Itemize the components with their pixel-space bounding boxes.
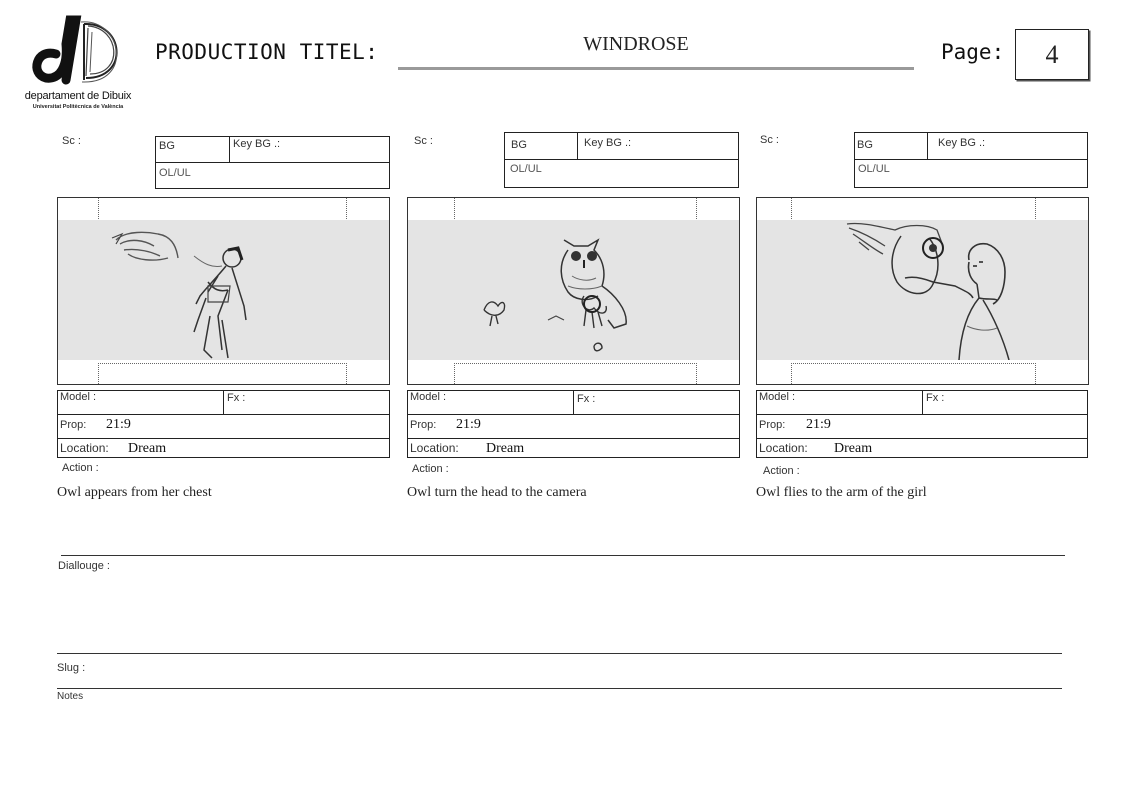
location-label: Location: [60,441,109,455]
shot-info-box [756,390,1088,458]
page-number-box[interactable]: 4 [1015,29,1089,80]
action-text[interactable]: Owl appears from her chest [57,485,212,500]
ol-ul-label[interactable]: OL/UL [510,163,542,175]
key-bg-cell[interactable] [928,133,1087,160]
key-bg-label: Key BG .: [233,138,281,150]
bg-info-box [504,132,739,188]
location-label: Location: [759,441,808,455]
safe-area-top [791,198,1036,221]
model-label: Model : [410,391,447,403]
location-value: Dream [128,441,167,456]
action-label: Action : [62,462,99,474]
key-bg-label: Key BG .: [938,137,986,149]
panel-frame [407,197,740,385]
safe-area-bottom [791,363,1036,384]
model-cell[interactable] [757,391,923,415]
title-underline [398,67,914,70]
location-cell[interactable] [757,439,1087,457]
prop-cell[interactable] [757,415,1087,439]
action-text[interactable]: Owl turn the head to the camera [407,485,587,500]
location-cell[interactable] [408,439,739,457]
fx-label: Fx : [926,392,945,404]
bg-cell[interactable] [156,137,230,163]
bg-label: BG [159,140,175,152]
fx-label: Fx : [227,392,246,404]
fx-label: Fx : [577,393,596,405]
panel-frame [57,197,390,385]
prop-value: 21:9 [456,417,481,432]
panel-frame [756,197,1089,385]
model-label: Model : [60,391,97,403]
safe-area-top [98,198,347,221]
prop-label: Prop: [410,419,437,431]
logo-name: departament de Dibuix [24,90,132,102]
prop-label: Prop: [60,419,87,431]
shot-info-box [407,390,740,458]
sketch-drawing [58,220,389,360]
sc-label: Sc : [62,135,81,147]
bg-label: BG [857,139,873,151]
location-cell[interactable] [58,439,389,457]
prop-cell[interactable] [408,415,739,439]
notes-label: Notes [57,691,84,702]
owl-on-arm-sketch-icon [757,220,1087,360]
ol-ul-label[interactable]: OL/UL [159,167,191,179]
logo-subtitle: Universitat Politècnica de València [32,104,124,110]
safe-area-bottom [454,363,697,384]
sc-label: Sc : [760,134,779,146]
owl-sketch-icon [408,220,738,360]
action-text[interactable]: Owl flies to the arm of the girl [756,485,927,500]
fx-cell[interactable] [574,391,739,415]
sketch-drawing [757,220,1088,360]
notes-divider [57,688,1062,689]
dialogue-label: Diallouge : [58,560,110,572]
slug-divider [57,653,1062,654]
notes-field[interactable] [57,706,1062,776]
dialogue-field[interactable] [57,576,1061,650]
shot-info-box [57,390,390,458]
safe-area-bottom [98,363,347,384]
key-bg-cell[interactable] [578,133,738,160]
prop-label: Prop: [759,419,786,431]
girl-with-owl-sketch-icon [58,220,388,360]
bg-cell[interactable] [855,133,928,160]
location-value: Dream [834,441,873,456]
prop-cell[interactable] [58,415,389,439]
bg-label: BG [511,139,527,151]
location-label: Location: [410,441,459,455]
production-title-value[interactable]: WINDROSE [583,33,689,55]
model-cell[interactable] [58,391,224,415]
slug-label: Slug : [57,662,86,674]
key-bg-cell[interactable] [230,137,389,163]
action-label: Action : [412,463,449,475]
bg-info-box [854,132,1088,188]
dialogue-divider [61,555,1065,556]
action-label: Action : [763,465,800,477]
model-label: Model : [759,391,796,403]
safe-area-top [454,198,697,221]
page-label: Page: [941,40,1005,64]
sketch-drawing [408,220,739,360]
sc-label: Sc : [414,135,433,147]
department-logo [14,14,142,114]
bg-info-box [155,136,390,189]
production-title-label: PRODUCTION TITEL: [155,40,379,64]
prop-value: 21:9 [806,417,831,432]
ol-ul-label[interactable]: OL/UL [858,163,890,175]
bg-cell[interactable] [505,133,578,160]
dd-logo-icon [26,14,130,86]
prop-value: 21:9 [106,417,131,432]
fx-cell[interactable] [923,391,1087,415]
model-cell[interactable] [408,391,574,415]
fx-cell[interactable] [224,391,389,415]
location-value: Dream [486,441,525,456]
key-bg-label: Key BG .: [584,137,632,149]
